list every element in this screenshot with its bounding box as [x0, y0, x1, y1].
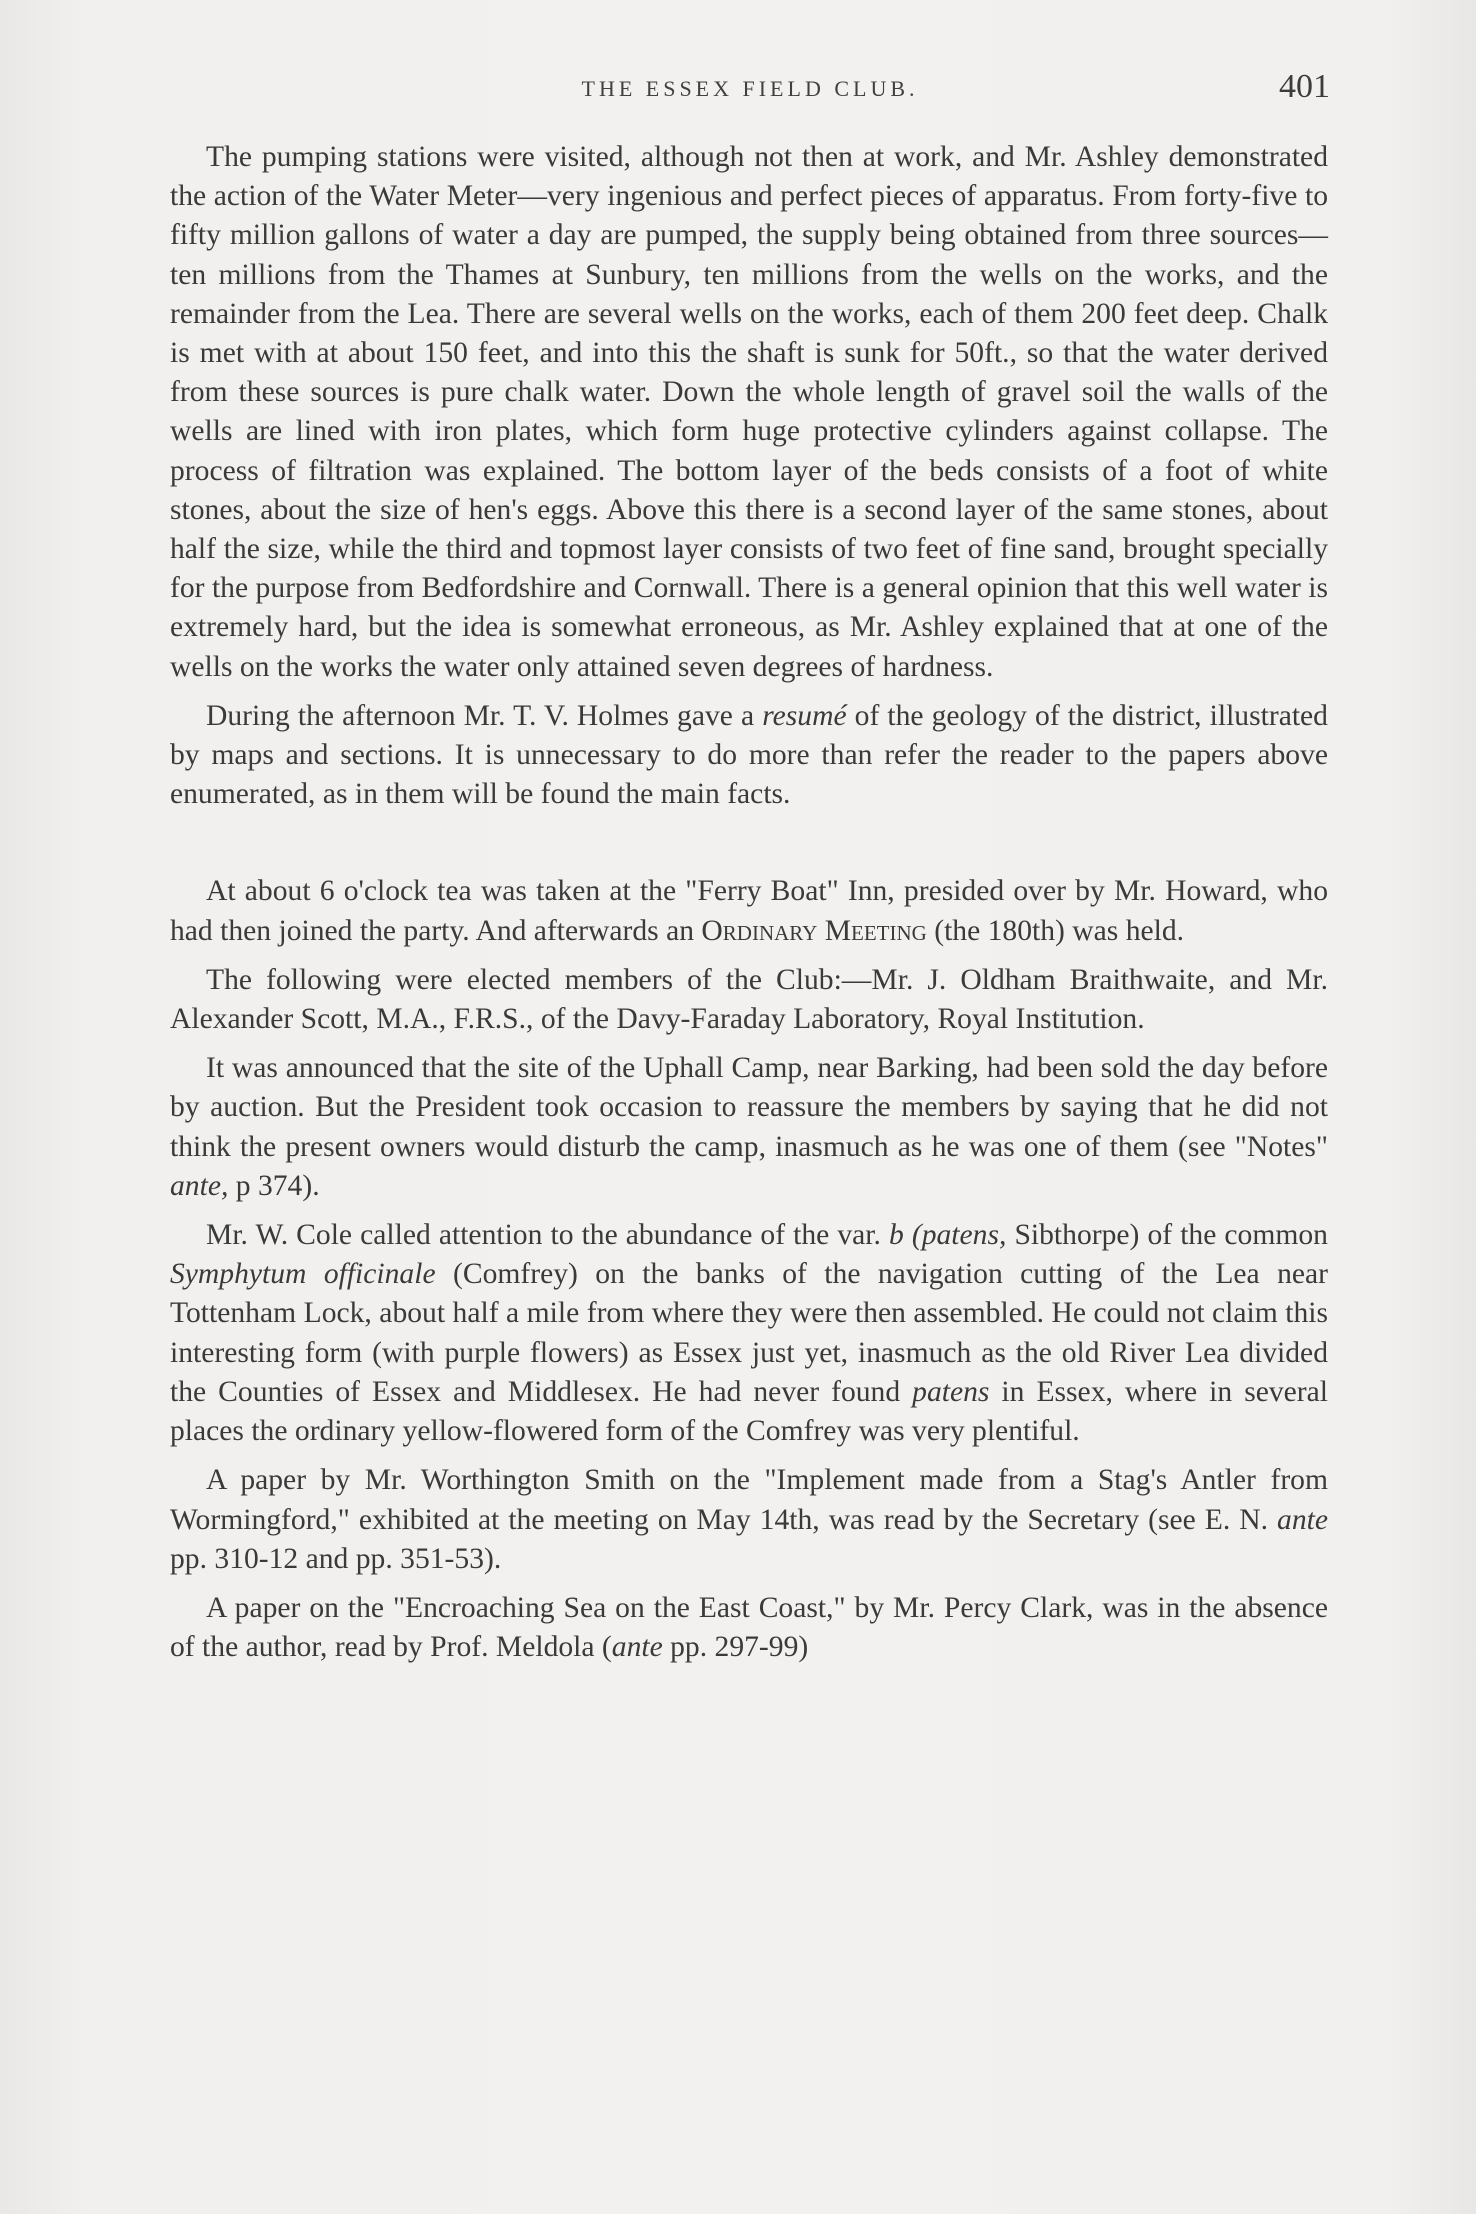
paragraph-encroaching-sea [170, 1589, 1328, 1667]
text-segment: pp. 310-12 and pp. 351-53). [170, 1542, 502, 1575]
paragraph-pumping-stations: The pumping stations were visited, although not then at work, and Mr. Ashley demonstrated the action of the Water Meter—very ingenious and perfect pieces of apparatus. From forty-five to fifty million gallons of water a day are pumped, the supply being obtained from three sources—ten millions from the Thames at Sunbury, ten millions from the wells on the works, and the remainder from the Lea. There are several wells on the works, each of them 200 feet deep. Chalk is met with at about 150 feet, and into this the shaft is sunk for 50ft., so that the water derived from these sources is pure chalk water. Down the whole length of gravel soil the walls of the wells are lined with iron plates, which form huge protective cylinders against collapse. The process of filtration was explained. The bottom layer of the beds consists of a foot of white stones, about the size of hen's eggs. Above this there is a second layer of the same stones, about half the size, while the third and topmost layer consists of two feet of fine sand, brought specially for the purpose from Bedfordshire and Cornwall. There is a general opinion that this well water is extremely hard, but the idea is somewhat erroneous, as Mr. Ashley explained that at one of the wells on the works the water only attained seven degrees of hardness. [170, 141, 1328, 683]
page-body [170, 138, 1328, 1667]
text-segment: A paper on the "Encroaching Sea on the East Coast," by Mr. Percy Clark, was in the absence of the author, read by Prof. Meldola ( [170, 1591, 1328, 1664]
paragraph-stag-antler [170, 1461, 1328, 1579]
italic-term: b (patens, [888, 1219, 1007, 1252]
text-segment: It was announced that the site of the Uphall Camp, near Barking, had been sold the day before by auction. But the President took occasion to reassure the members by saying that he did not think the present owners would disturb the camp, inasmuch as he was one of them (see "Notes" [170, 1052, 1328, 1163]
paragraph-geology-resume [170, 697, 1328, 815]
page-number: 401 [1279, 68, 1330, 105]
text-segment: p 374). [228, 1169, 320, 1202]
italic-term: ante [611, 1631, 663, 1664]
text-segment: At about 6 o'clock tea was taken at the "Ferry Boat" Inn, presided over by Mr. Howard, who had then joined the party. And afterwards an [170, 875, 1328, 947]
text-segment: pp. 297-99) [662, 1631, 809, 1664]
italic-term: ante [1277, 1503, 1328, 1536]
small-caps-heading: Ordinary Meeting [701, 914, 927, 947]
paragraph-uphall-camp [170, 1049, 1328, 1206]
text-segment: A paper by Mr. Worthington Smith on the "Implement made from a Stag's Antler from Wormingford," exhibited at the meeting on May 14th, was read by the Secretary (see E. N. [170, 1464, 1328, 1536]
text-segment: Mr. W. Cole called attention to the abundance of the var. [206, 1219, 889, 1252]
italic-term: resumé [762, 699, 847, 732]
italic-term: ante, [170, 1169, 229, 1202]
text-segment: (the 180th) was held. [926, 914, 1185, 947]
page-header [170, 66, 1330, 126]
italic-term: patens [912, 1375, 990, 1408]
running-head: THE ESSEX FIELD CLUB. [581, 76, 919, 101]
text-segment: Sibthorpe) of the common [1006, 1219, 1328, 1252]
paragraph-comfrey [170, 1216, 1328, 1451]
text-segment: of the geology of the district, illustrated by maps and sections. It is unnecessary to do more than refer the reader to the papers above enumerated, as in them will be found the main facts. [170, 699, 1328, 811]
text-segment: (Comfrey) on the banks of the navigation cutting of the Lea near Tottenham Lock, about half a mile from where they were then assembled. He could not claim this interesting form (with purple flowers) as Essex just yet, inasmuch as the old River Lea divided the Counties of Essex and Middlesex. He had never found [170, 1258, 1328, 1408]
text-segment: During the afternoon Mr. T. V. Holmes gave a [206, 699, 763, 732]
paragraph-members-elected: The following were elected members of the Club:—Mr. J. Oldham Braithwaite, and Mr. Alexander Scott, M.A., F.R.S., of the Davy-Faraday Laboratory, Royal Institution. [170, 963, 1328, 1036]
italic-species-name: Symphytum officinale [170, 1258, 436, 1291]
text-segment: in Essex, where in several places the ordinary yellow-flowered form of the Comfrey was very plentiful. [170, 1375, 1328, 1448]
paragraph-tea-meeting [170, 872, 1328, 950]
